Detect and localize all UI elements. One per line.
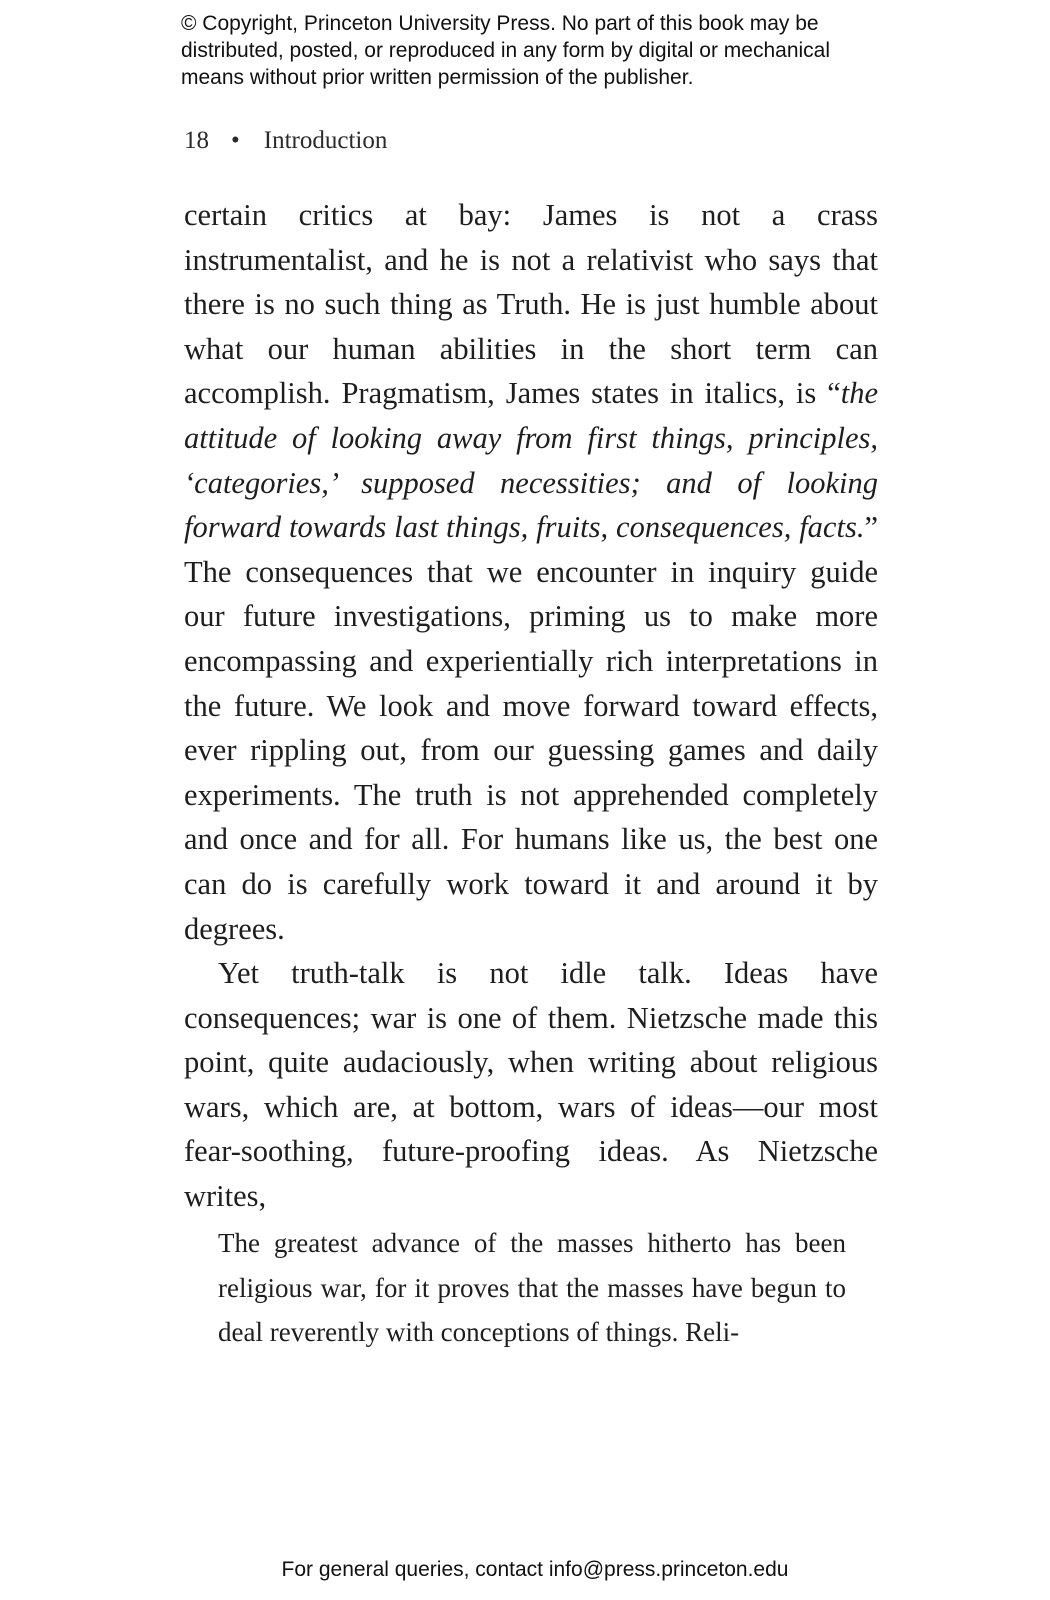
page-number: 18 xyxy=(184,127,209,154)
copyright-notice xyxy=(181,10,901,91)
footer-contact: For general queries, contact info@press.princeton.edu xyxy=(281,1558,789,1581)
footer xyxy=(0,1556,1050,1584)
paragraph-1-text-b: ” The consequences that we encounter in inquiry guide our future investigations, priming us to make more encompassing and experientially rich interpretations in the future. We look and move forward toward effects, ever rippling out, from our guessing games and daily experiments. The truth is not apprehended completely and once and for all. For humans like us, the best one can do is carefully work toward it and around it by degrees. xyxy=(184,510,878,946)
pragmatism-quote: the attitude of looking away from first things, principles, ‘categories,’ supposed necessities; and of looking forward towards last things, fruits, consequences, facts. xyxy=(184,376,878,545)
running-head xyxy=(184,124,387,158)
copyright-line-2: distributed, posted, or reproduced in any form by digital or mechanical xyxy=(181,39,831,62)
paragraph-1-text-a: certain critics at bay: James is not a crass instrumentalist, and he is not a relativist who says that there is no such thing as Truth. He is just humble about what our human abilities in the short term can accomplish. Pragmatism, James states in italics, is “ xyxy=(184,198,878,411)
copyright-line-3: means without prior written permission of the publisher. xyxy=(181,66,694,89)
running-head-separator: • xyxy=(231,127,240,154)
copyright-line-1: © Copyright, Princeton University Press. No part of this book may be xyxy=(181,12,819,35)
paragraph-2: Yet truth-talk is not idle talk. Ideas have consequences; war is one of them. Nietzsche made this point, quite audaciously, when writing about religious wars, which are, at bottom, wars of ideas—our most fear-soothing, future-proofing ideas. As Nietzsche writes, xyxy=(184,956,878,1214)
paragraph-1 xyxy=(184,193,878,951)
block-quote: The greatest advance of the masses hitherto has been religious war, for it proves that the masses have begun to deal reverently with conceptions of things. Reli- xyxy=(218,1228,846,1347)
body-text xyxy=(184,193,878,1219)
section-title: Introduction xyxy=(263,127,388,154)
